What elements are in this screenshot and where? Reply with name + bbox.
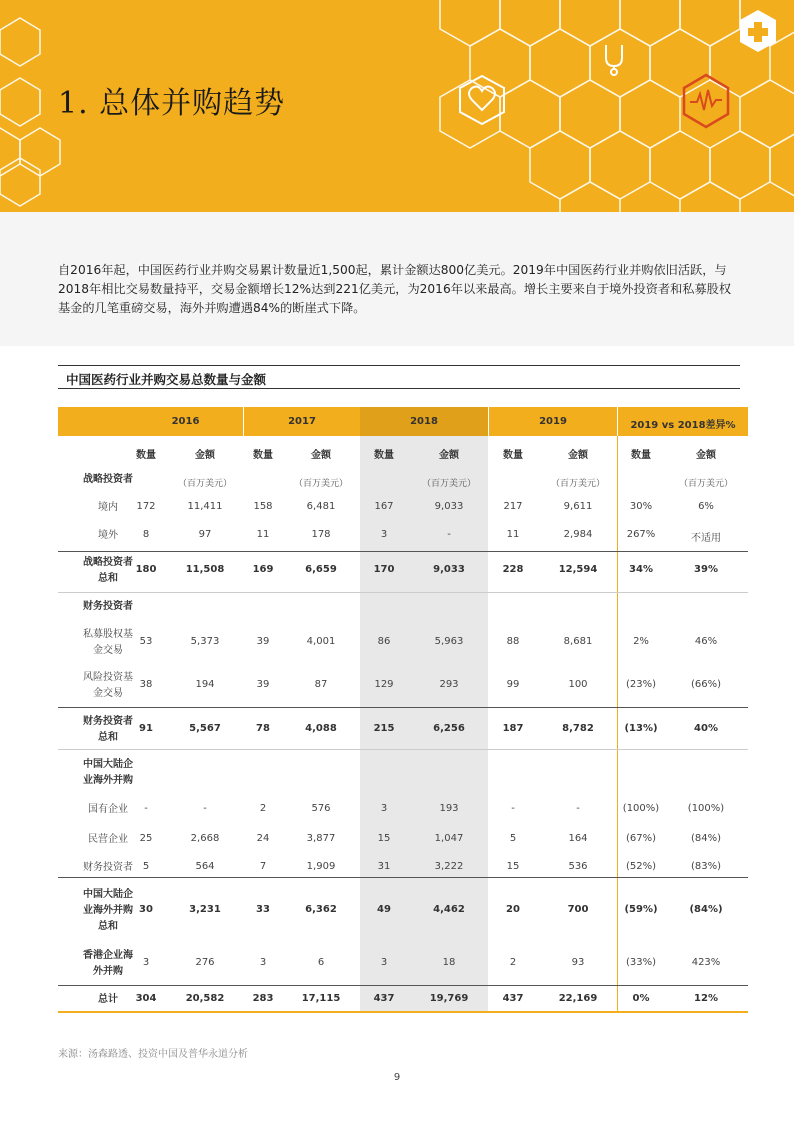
table-cell: 39	[256, 679, 270, 690]
table-cell: 172	[136, 501, 156, 512]
table-cell: (84%)	[689, 904, 723, 915]
page-number: 9	[393, 1072, 401, 1083]
row-label: 中国大陆企 业海外并购	[83, 759, 133, 786]
table-cell: 20,582	[185, 993, 225, 1004]
table-cell: 276	[195, 957, 215, 968]
table-cell: 129	[374, 679, 394, 690]
table-cell: 3	[380, 803, 388, 814]
table-cell: 15	[377, 833, 391, 844]
table-cell: (33%)	[625, 957, 657, 968]
table-cell: (67%)	[625, 833, 657, 844]
table-cell: 40%	[694, 723, 718, 734]
table-cell: (83%)	[690, 861, 722, 872]
subheader-amount: 金额	[696, 450, 716, 461]
table-title-bottom-rule	[58, 388, 740, 389]
table-cell: 3,231	[189, 904, 221, 915]
table-title: 中国医药行业并购交易总数量与金额	[66, 372, 267, 387]
table-cell: 2,984	[563, 529, 593, 540]
unit-label: （百万美元）	[550, 479, 605, 489]
table-cell: 3,222	[434, 861, 464, 872]
table-cell: 187	[502, 723, 524, 734]
table-cell: 78	[256, 723, 270, 734]
table-cell: 38	[139, 679, 153, 690]
table-cell: 1,047	[434, 833, 464, 844]
table-cell: 6,481	[306, 501, 336, 512]
table-cell: 99	[506, 679, 520, 690]
table-cell: 12%	[694, 993, 718, 1004]
table-cell: 3	[380, 957, 388, 968]
table-cell: 12,594	[558, 564, 598, 575]
table-title-top-rule	[58, 365, 740, 366]
table-cell: (66%)	[690, 679, 722, 690]
stethoscope-icon	[606, 45, 622, 75]
table-cell: 3	[380, 529, 388, 540]
row-label: 中国大陆企 业海外并购 总和	[83, 889, 133, 932]
table-cell: 158	[253, 501, 273, 512]
table-cell: 34%	[629, 564, 653, 575]
table-cell: 164	[568, 833, 588, 844]
subheader-amount: 金额	[439, 450, 459, 461]
table-cell: 304	[135, 993, 157, 1004]
table-cell: 5,373	[190, 636, 220, 647]
table-cell: 6	[317, 957, 325, 968]
row-separator	[58, 877, 748, 878]
row-label: 境内	[98, 502, 118, 513]
intro-paragraph: 自2016年起，中国医药行业并购交易累计数量近1,500起，累计金额达800亿美元。2019年中国医药行业并购依旧活跃，与2018年相比交易数量持平，交易金额增长12%达到221亿美元，为2016年以来最高。增长主要来自于境外投资者和私募股权基金的几笔重磅交易，海外并购遭遇84%的断崖式下降。	[58, 263, 732, 315]
table-cell: 267%	[626, 529, 656, 540]
table-cell: 7	[259, 861, 267, 872]
table-cell: 1,909	[306, 861, 336, 872]
header-2016: 2016	[171, 416, 200, 427]
table-cell: 564	[195, 861, 215, 872]
subheader-count: 数量	[136, 450, 156, 461]
table-cell: 97	[198, 529, 212, 540]
table-cell: 8,681	[563, 636, 593, 647]
table-cell: 170	[373, 564, 395, 575]
table-cell: 9,611	[563, 501, 593, 512]
table-cell: 2,668	[190, 833, 220, 844]
row-label: 风险投资基 金交易	[83, 672, 133, 699]
table-cell: 5,963	[434, 636, 464, 647]
table-cell: 9,033	[434, 501, 464, 512]
table-cell: 700	[567, 904, 589, 915]
table-cell: -	[144, 803, 148, 814]
subheader-amount: 金额	[311, 450, 331, 461]
row-label: 财务投资者	[83, 601, 133, 612]
table-cell: (100%)	[622, 803, 660, 814]
table-cell: 536	[568, 861, 588, 872]
table-cell: 88	[506, 636, 520, 647]
subheader-count: 数量	[503, 450, 523, 461]
table-cell: 293	[439, 679, 459, 690]
table-cell: 31	[377, 861, 391, 872]
table-cell: 437	[373, 993, 395, 1004]
subheader-amount: 金额	[195, 450, 215, 461]
row-separator	[58, 551, 748, 552]
row-label: 战略投资者	[83, 474, 133, 485]
table-cell: 91	[139, 723, 153, 734]
unit-label: （百万美元）	[421, 479, 476, 489]
table-cell: 30%	[629, 501, 653, 512]
header-change: 2019 vs 2018差异%	[630, 420, 736, 431]
table-cell: (100%)	[687, 803, 725, 814]
row-label: 财务投资者 总和	[83, 716, 133, 743]
table-cell: 5,567	[189, 723, 221, 734]
table-cell: 4,088	[305, 723, 337, 734]
table-cell: 11,508	[185, 564, 225, 575]
table-cell: 11,411	[187, 501, 223, 512]
table-cell: 93	[571, 957, 585, 968]
table-cell: 228	[502, 564, 524, 575]
table-cell: 46%	[694, 636, 718, 647]
row-label: 民营企业	[88, 834, 128, 845]
table-cell: (23%)	[625, 679, 657, 690]
table-cell: 217	[503, 501, 523, 512]
table-cell: 3,877	[306, 833, 336, 844]
table-cell: 39%	[694, 564, 718, 575]
table-cell: -	[511, 803, 515, 814]
table-cell: 193	[439, 803, 459, 814]
table-cell: 3	[142, 957, 150, 968]
table-cell: 18	[442, 957, 456, 968]
table-cell: 194	[195, 679, 215, 690]
header-2018: 2018	[410, 416, 438, 427]
table-cell: 100	[568, 679, 588, 690]
table-cell: 215	[373, 723, 395, 734]
table-cell: -	[447, 529, 451, 540]
table-cell: 423%	[691, 957, 721, 968]
row-label: 战略投资者 总和	[83, 557, 133, 584]
subheader-amount: 金额	[568, 450, 588, 461]
table-cell: 53	[139, 636, 153, 647]
row-separator	[58, 985, 748, 986]
header-2019: 2019	[539, 416, 567, 427]
table-cell: 167	[374, 501, 394, 512]
unit-label: （百万美元）	[678, 479, 733, 489]
row-separator	[58, 1011, 748, 1013]
table-cell: 178	[311, 529, 331, 540]
table-cell: 25	[139, 833, 153, 844]
table-cell: 4,001	[306, 636, 336, 647]
unit-label: （百万美元）	[177, 479, 232, 489]
row-label: 财务投资者	[83, 862, 133, 873]
table-cell: 15	[506, 861, 520, 872]
table-cell: (52%)	[625, 861, 657, 872]
table-cell: 8	[142, 529, 150, 540]
table-cell: 49	[377, 904, 391, 915]
table-cell: 87	[314, 679, 328, 690]
row-separator-light	[58, 749, 748, 750]
table-cell: 180	[135, 564, 157, 575]
table-cell: 6%	[698, 501, 714, 512]
table-cell: 0%	[632, 993, 650, 1004]
table-cell: 86	[377, 636, 391, 647]
table-cell: 17,115	[301, 993, 341, 1004]
table-cell: 6,659	[305, 564, 337, 575]
table-cell: 22,169	[558, 993, 598, 1004]
table-cell: 39	[256, 636, 270, 647]
subheader-count: 数量	[253, 450, 273, 461]
table-cell: 5	[142, 861, 150, 872]
page-title: 1. 总体并购趋势	[58, 86, 286, 121]
table-cell: 5	[509, 833, 517, 844]
table-cell: 9,033	[433, 564, 465, 575]
table-cell: 不适用	[691, 533, 721, 544]
table-cell: 2	[259, 803, 267, 814]
table-cell: (59%)	[624, 904, 658, 915]
table-cell: 24	[256, 833, 270, 844]
table-cell: 19,769	[429, 993, 469, 1004]
subheader-count: 数量	[374, 450, 394, 461]
table-cell: 11	[256, 529, 270, 540]
table-cell: 30	[139, 904, 153, 915]
year-2018-shade	[360, 407, 488, 1012]
row-label: 香港企业海 外并购	[83, 950, 133, 977]
table-cell: 6,256	[433, 723, 465, 734]
table-cell: 11	[506, 529, 520, 540]
table-cell: -	[203, 803, 207, 814]
table-cell: 6,362	[305, 904, 337, 915]
row-label: 总计	[98, 994, 118, 1005]
table-cell: (84%)	[690, 833, 722, 844]
header-2017: 2017	[288, 416, 316, 427]
subheader-count: 数量	[631, 450, 651, 461]
row-separator-light	[58, 592, 748, 593]
table-cell: -	[576, 803, 580, 814]
table-cell: 33	[256, 904, 270, 915]
table-cell: 283	[252, 993, 274, 1004]
row-label: 私募股权基 金交易	[83, 629, 133, 656]
table-cell: 3	[259, 957, 267, 968]
table-cell: 169	[252, 564, 274, 575]
row-label: 境外	[98, 530, 118, 541]
source-note: 来源：汤森路透、投资中国及普华永道分析	[58, 1049, 248, 1060]
row-separator	[58, 707, 748, 708]
table-cell: 8,782	[562, 723, 594, 734]
row-label: 国有企业	[88, 804, 128, 815]
table-cell: 437	[502, 993, 524, 1004]
table-cell: 4,462	[433, 904, 465, 915]
table-cell: 2	[509, 957, 517, 968]
table-cell: 2%	[633, 636, 649, 647]
table-cell: 576	[311, 803, 331, 814]
unit-label: （百万美元）	[293, 479, 348, 489]
heart-icon	[460, 76, 504, 124]
table-cell: 20	[506, 904, 520, 915]
table-cell: (13%)	[624, 723, 658, 734]
